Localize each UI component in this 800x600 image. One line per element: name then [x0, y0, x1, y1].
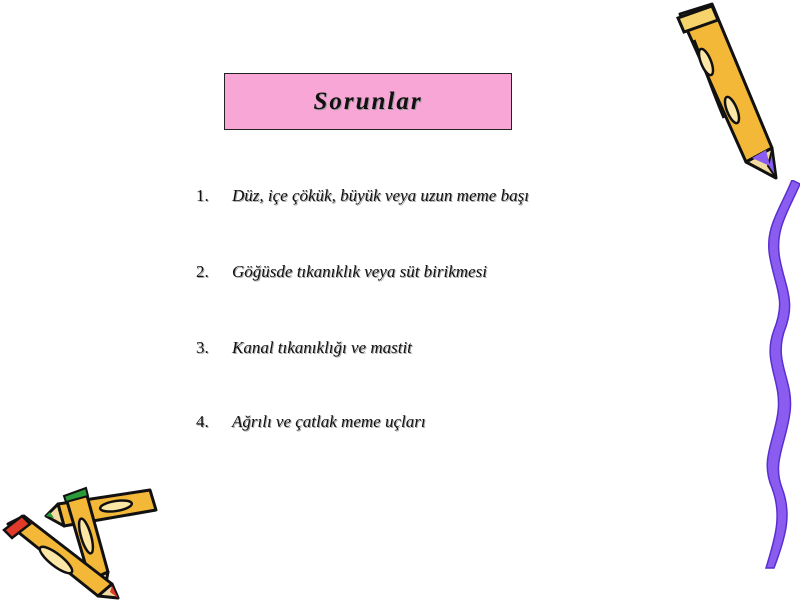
list-item-text: Ağrılı ve çatlak meme uçları — [232, 412, 426, 431]
list-item — [196, 186, 529, 206]
list-item-number: 2. — [196, 262, 209, 281]
pencil-clipart-icon — [672, 0, 800, 192]
list-item — [196, 338, 412, 358]
list-item-text: Düz, içe çökük, büyük veya uzun meme başı — [232, 186, 529, 205]
list-item-number: 4. — [196, 412, 209, 431]
crossed-pencils-clipart-icon — [0, 480, 170, 600]
list-item-number: 1. — [196, 186, 209, 205]
list-item-text: Kanal tıkanıklığı ve mastit — [232, 338, 412, 357]
slide-title: Sorunlar — [313, 87, 423, 115]
list-item-text: Göğüsde tıkanıklık veya süt birikmesi — [232, 262, 487, 281]
purple-ribbon-icon — [752, 180, 800, 570]
list-item — [196, 262, 487, 282]
list-item-number: 3. — [196, 338, 209, 357]
title-box — [224, 73, 512, 130]
list-item — [196, 412, 426, 432]
